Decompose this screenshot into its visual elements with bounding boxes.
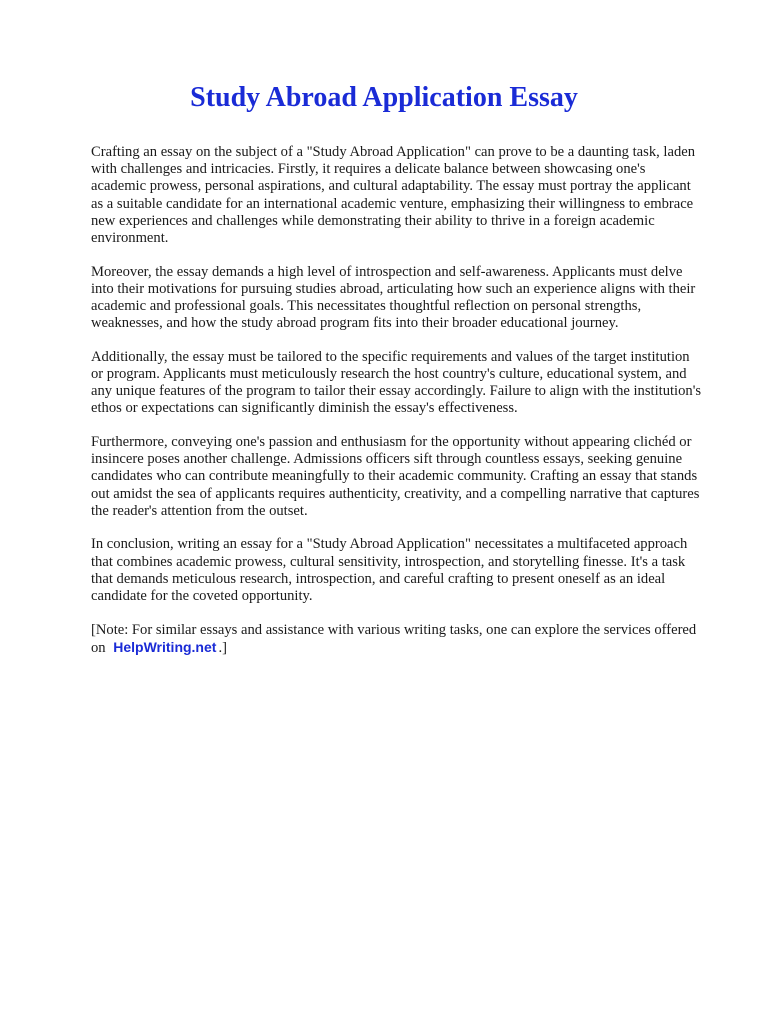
helpwriting-link[interactable]: HelpWriting.net [113,638,217,655]
paragraph-intro: Crafting an essay on the subject of a "Study Abroad Application" can prove to be a daunting task, laden with challenges and intricacies. Firstly, it requires a delicate balance between showcasing one's academic prowess, personal aspirations, and cultural adaptability. The essay must portray the applicant as a suitable candidate for an international academic venture, emphasizing their willingness to embrace new experiences and challenges while demonstrating their ability to thrive in a foreign academic environment. [91,144,696,247]
note-suffix: .] [218,639,227,656]
note-prefix: [Note: For similar essays and assistance with various writing tasks, one can explore the services offered on [91,621,697,656]
document-body [91,144,701,673]
paragraph-conclusion: In conclusion, writing an essay for a "Study Abroad Application" necessitates a multifaceted approach that combines academic prowess, cultural sensitivity, introspection, and storytelling finesse. It's a task that demands meticulous research, introspection, and careful crafting to present oneself as an ideal candidate for the coveted opportunity. [91,536,688,605]
paragraph-tailoring: Additionally, the essay must be tailored to the specific requirements and values of the target institution or program. Applicants must meticulously research the host country's culture, educational system, and any unique features of the program to tailor their essay accordingly. Failure to align with the institution's ethos or expectations can significantly diminish the essay's effectiveness. [91,348,702,417]
paragraph-introspection: Moreover, the essay demands a high level of introspection and self-awareness. Applicants must delve into their motivations for pursuing studies abroad, articulating how such an experience aligns with their academic and professional goals. This necessitates thoughtful reflection on personal strengths, weaknesses, and how the study abroad program fits into their broader educational journey. [91,263,696,332]
note-paragraph [91,622,701,657]
paragraph-passion: Furthermore, conveying one's passion and enthusiasm for the opportunity without appearing clichéd or insincere poses another challenge. Admissions officers sift through countless essays, seeking genuine candidates who can contribute meaningfully to their academic community. Crafting an essay that stands out amidst the sea of applicants requires authenticity, creativity, and a compelling narrative that captures the reader's attention from the outset. [91,434,700,519]
document-title: Study Abroad Application Essay [190,82,578,113]
